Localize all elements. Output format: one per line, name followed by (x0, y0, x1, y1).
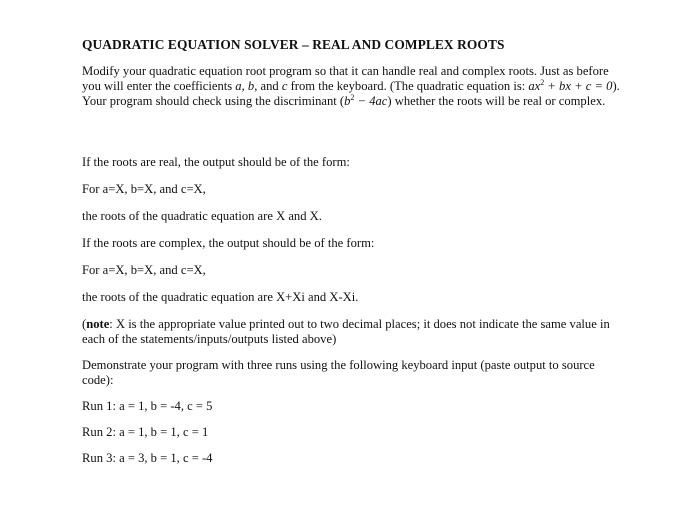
intro-text-2: from the keyboard. (The quadratic equation is: (287, 79, 529, 93)
note-open-paren: ( (82, 317, 87, 331)
note-text: : X is the appropriate value printed out to two decimal places; it does not indicate the same value in each of the statements/inputs/outputs listed above) (82, 317, 610, 346)
discriminant-rest: − 4ac (354, 94, 388, 108)
complex-roots-line-2: the roots of the quadratic equation are X+Xi and X-Xi. (82, 290, 359, 304)
intro-text-1: Modify your quadratic equation root program so that it can handle real and complex roots. Just as before you will enter the coefficients (82, 64, 609, 93)
coefficient-c: c (281, 79, 288, 93)
intro-text-3: ). Your program should check using the discriminant ( (82, 79, 620, 108)
intro-and: , and (254, 79, 282, 93)
discriminant-b: b (344, 94, 351, 108)
note-paragraph (82, 317, 622, 347)
real-roots-intro: If the roots are real, the output should be of the form: (82, 155, 350, 169)
run-1: Run 1: a = 1, b = -4, c = 5 (82, 399, 213, 413)
demo-instructions: Demonstrate your program with three runs using the following keyboard input (paste output to source code): (82, 358, 595, 387)
intro-text-4: ) whether the roots will be real or complex. (387, 94, 606, 108)
coefficient-b: b (247, 79, 255, 93)
real-roots-line-2: the roots of the quadratic equation are X and X. (82, 209, 322, 223)
equation (528, 79, 612, 93)
complex-roots-intro: If the roots are complex, the output should be of the form: (82, 236, 375, 250)
equation-rest: + bx + c = 0 (544, 79, 613, 93)
discriminant (344, 94, 387, 108)
discriminant-exponent: 2 (350, 93, 355, 102)
equation-ax: ax (528, 79, 541, 93)
assignment-document (82, 36, 622, 466)
complex-roots-line-1: For a=X, b=X, and c=X, (82, 263, 206, 277)
coefficient-a: a (235, 79, 242, 93)
page-title: QUADRATIC EQUATION SOLVER – REAL AND COMPLEX ROOTS (82, 37, 505, 52)
intro-paragraph (82, 64, 622, 109)
real-roots-line-1: For a=X, b=X, and c=X, (82, 182, 206, 196)
note-label: note (86, 317, 110, 331)
run-2: Run 2: a = 1, b = 1, c = 1 (82, 425, 209, 439)
run-3: Run 3: a = 3, b = 1, c = -4 (82, 451, 213, 465)
equation-exponent: 2 (540, 78, 545, 87)
intro-comma: , (241, 79, 248, 93)
